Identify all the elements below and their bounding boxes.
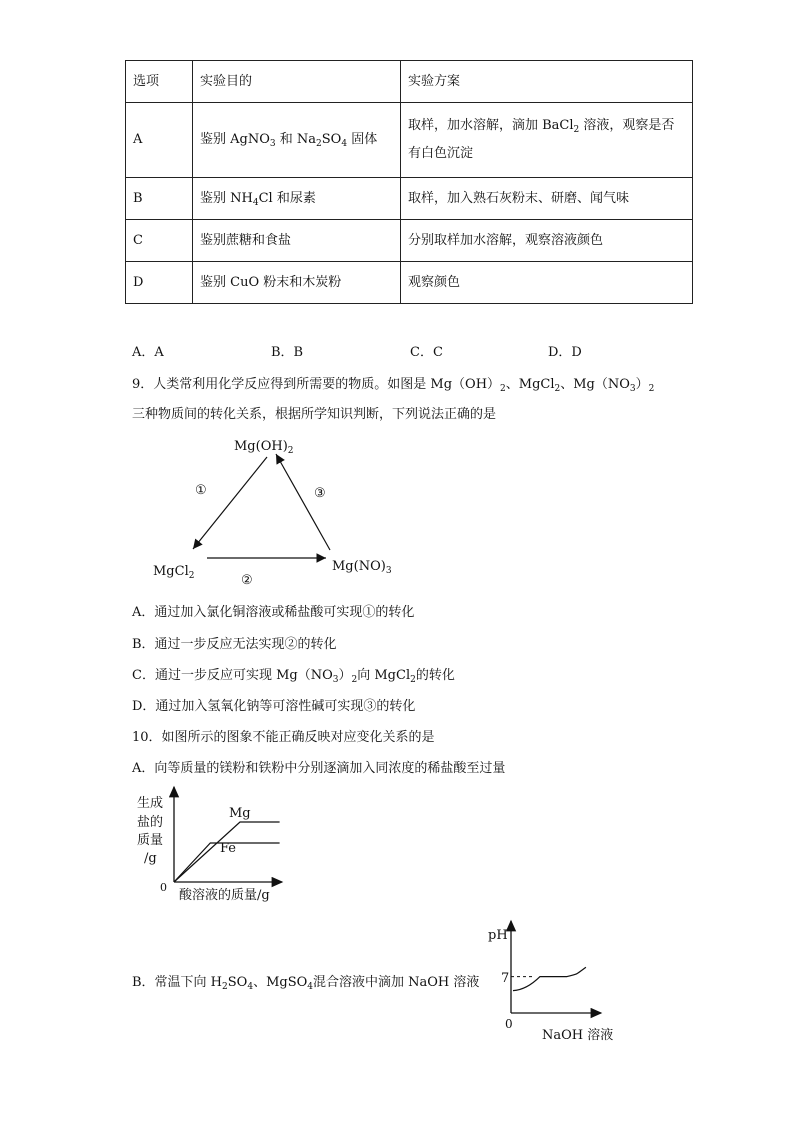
graph-b-ylabel: pH <box>488 928 508 943</box>
text-fragment: ） <box>338 668 352 683</box>
text-fragment: 溶液，观察是否 <box>579 118 675 133</box>
table-cell-purpose <box>193 178 401 220</box>
text-fragment: SO <box>227 975 248 990</box>
subscript: 2 <box>500 384 506 394</box>
q9-option-c <box>132 664 455 683</box>
subscript: 2 <box>410 675 416 685</box>
table-cell-purpose: 鉴别 CuO 粉末和木炭粉 <box>193 262 401 304</box>
graph-a-xlabel: 酸溶液的质量/g <box>179 888 270 903</box>
table-header-option: 选项 <box>126 61 193 103</box>
text-fragment: 的转化 <box>415 668 455 683</box>
text-fragment: ） <box>635 377 649 392</box>
text-fragment: 、MgSO <box>253 975 308 990</box>
node-mg-oh-2: $Mg(OH)_2$ <box>234 439 294 456</box>
table-row <box>126 103 693 178</box>
table-cell-plan: 观察颜色 <box>401 262 693 304</box>
arrow-3 <box>276 454 330 550</box>
q9-option-b: B．通过一步反应无法实现②的转化 <box>132 637 337 652</box>
text-fragment: SO <box>321 132 342 147</box>
q10-option-b <box>132 971 479 990</box>
graph-b-tick-7: 7 <box>501 971 510 986</box>
label-3: ③ <box>314 486 326 501</box>
subscript: 3 <box>629 384 636 394</box>
node-mgcl2: MgCl$_2$ <box>153 564 195 581</box>
q9-option-d: D．通过加入氢氧化钠等可溶性碱可实现③的转化 <box>132 699 416 714</box>
question-10-stem: 10．如图所示的图象不能正确反映对应变化关系的是 <box>132 730 435 745</box>
table-cell-plan: 分别取样加水溶解，观察溶液颜色 <box>401 220 693 262</box>
question-9-stem-line1 <box>132 373 654 392</box>
subscript: 2 <box>222 982 228 992</box>
choice-c: C．C <box>410 345 443 360</box>
table-cell-plan <box>401 103 693 178</box>
label-fe: Fe <box>220 841 237 856</box>
subscript: 4 <box>307 982 314 992</box>
graph-a <box>128 780 298 910</box>
text-fragment: 、Mg（NO <box>560 377 630 392</box>
text-fragment: 、MgCl <box>505 377 555 392</box>
label-1: ① <box>195 483 207 498</box>
table-cell-option: A <box>126 103 193 178</box>
experiment-table <box>125 60 693 304</box>
text-fragment: Cl 和尿素 <box>258 190 316 206</box>
graph-b-origin: 0 <box>505 1017 513 1031</box>
table-row <box>126 178 693 220</box>
subscript: 3 <box>332 675 339 685</box>
choice-b: B．B <box>271 345 304 360</box>
text-fragment: 固体 <box>347 132 378 147</box>
table-row <box>126 220 693 262</box>
choice-a: A．A <box>132 345 164 360</box>
subscript: 3 <box>269 139 276 149</box>
text-fragment: 向 MgCl <box>357 668 411 683</box>
subscript: 4 <box>341 139 348 149</box>
graph-a-ylabel-4: /g <box>144 851 157 866</box>
node-mg-no3: $Mg(NO)_3$ <box>332 559 392 576</box>
table-cell-option: C <box>126 220 193 262</box>
conversion-diagram <box>140 430 420 590</box>
q10-option-a: A．向等质量的镁粉和铁粉中分别逐滴加入同浓度的稀盐酸至过量 <box>132 761 506 776</box>
graph-a-origin: 0 <box>160 881 167 894</box>
table-cell-purpose <box>193 103 401 178</box>
table-cell-purpose: 鉴别蔗糖和食盐 <box>193 220 401 262</box>
text-fragment: C．通过一步反应可实现 Mg（NO <box>132 668 333 683</box>
text-fragment: B．常温下向 H <box>132 975 223 990</box>
text-fragment: 9．人类常利用化学反应得到所需要的物质。如图是 Mg（OH） <box>132 377 501 392</box>
subscript: 2 <box>316 139 322 149</box>
subscript: 2 <box>351 675 358 685</box>
label-mg: Mg <box>229 806 251 821</box>
table-cell-plan: 取样，加入熟石灰粉末、研磨、闻气味 <box>401 178 693 220</box>
subscript: 2 <box>573 125 580 135</box>
table-cell-option: B <box>126 178 193 220</box>
text-fragment: 有白色沉淀 <box>408 146 474 161</box>
subscript: 4 <box>247 982 254 992</box>
graph-b <box>480 915 620 1045</box>
ph-curve <box>513 967 586 990</box>
table-header-row <box>126 61 693 103</box>
choice-d: D．D <box>548 345 582 360</box>
table-cell-option: D <box>126 262 193 304</box>
graph-a-ylabel-3: 质量 <box>137 833 164 848</box>
graph-b-xlabel: NaOH 溶液 <box>542 1028 614 1043</box>
subscript: 2 <box>648 384 655 394</box>
text-fragment: 鉴别 NH <box>200 190 253 206</box>
graph-a-ylabel-2: 盐的 <box>137 815 164 830</box>
text-fragment: 取样，加水溶解，滴加 BaCl <box>408 118 574 133</box>
table-header-purpose: 实验目的 <box>193 61 401 103</box>
text-fragment: 鉴别 AgNO <box>200 132 270 147</box>
graph-a-ylabel-1: 生成 <box>137 796 164 811</box>
label-2: ② <box>241 573 253 588</box>
arrow-1 <box>193 457 267 549</box>
question-9-stem-line2: 三种物质间的转化关系，根据所学知识判断，下列说法正确的是 <box>132 407 497 422</box>
subscript: 4 <box>252 197 259 208</box>
table-row <box>126 262 693 304</box>
text-fragment: 混合溶液中滴加 NaOH 溶液 <box>313 975 480 990</box>
text-fragment: 和 Na <box>275 132 317 147</box>
subscript: 2 <box>554 384 561 394</box>
q9-option-a: A．通过加入氯化铜溶液或稀盐酸可实现①的转化 <box>132 605 415 620</box>
table-header-plan: 实验方案 <box>401 61 693 103</box>
